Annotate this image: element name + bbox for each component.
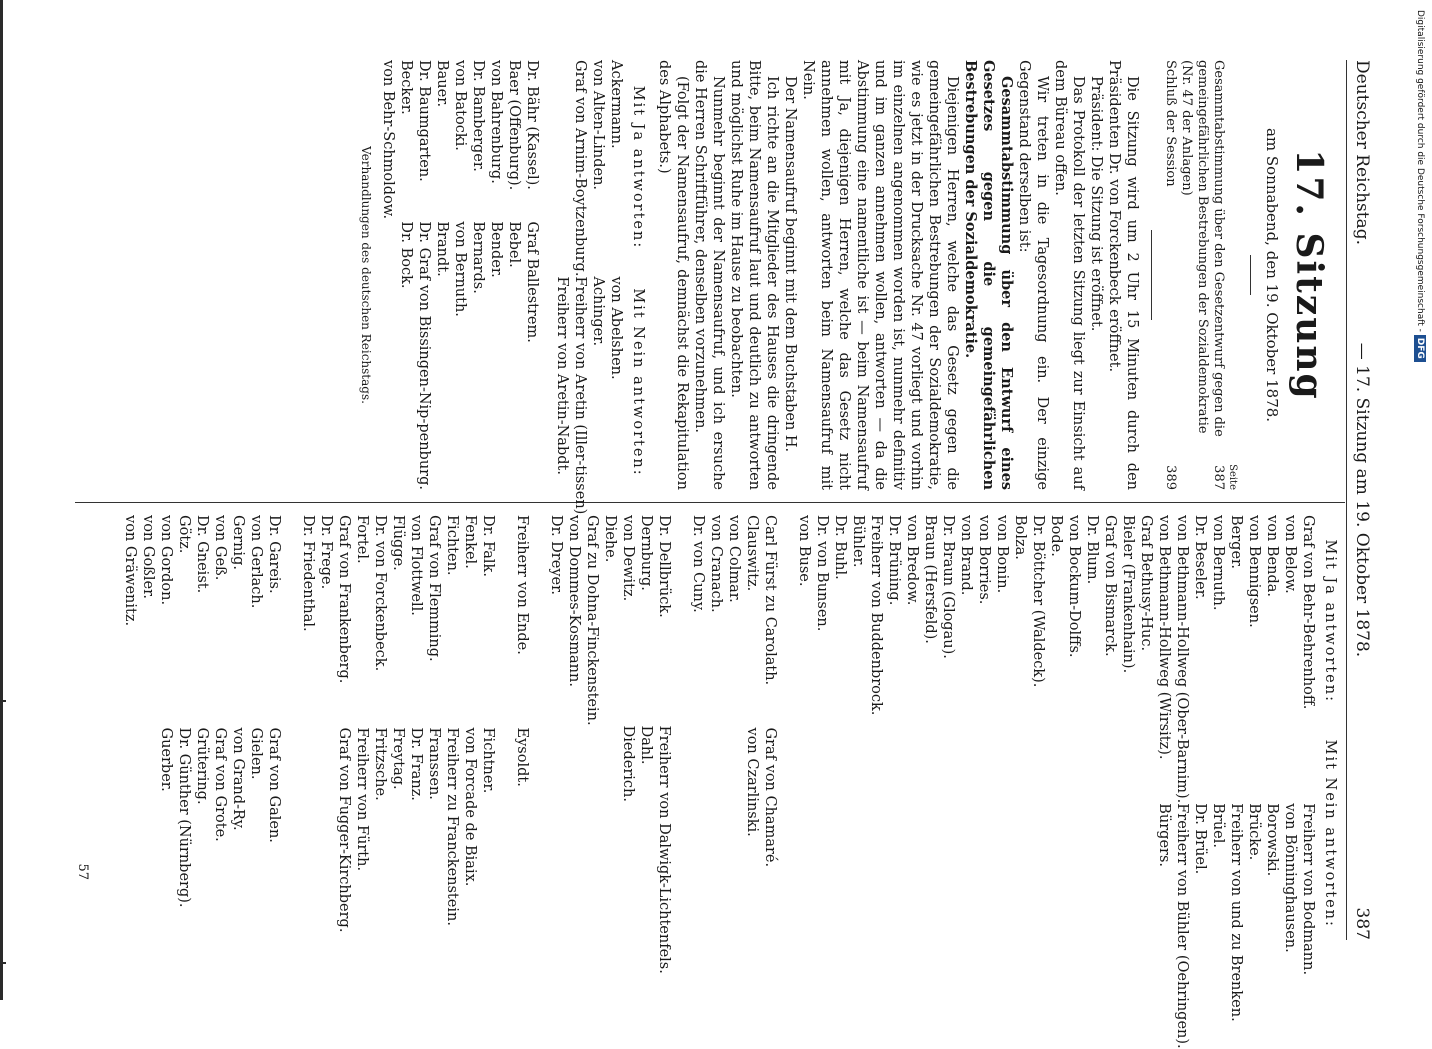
- nein-names: [379, 221, 541, 490]
- member-name: Franssen.: [426, 727, 442, 800]
- member-name: Dr. Böttcher (Waldeck).: [1030, 515, 1046, 688]
- member-name: Fenkel.: [462, 515, 478, 569]
- nein-names: [121, 728, 283, 941]
- member-name: Freiherr von Fürth.: [354, 727, 370, 872]
- member-name: von Brand.: [958, 515, 974, 596]
- ja-names: [299, 515, 497, 728]
- letter-group: [513, 515, 531, 940]
- member-name: Dr. Frege.: [318, 515, 334, 590]
- member-name: Bebel.: [506, 221, 522, 268]
- member-name: von Bonin.: [994, 515, 1010, 594]
- letter-group: [299, 515, 497, 940]
- member-name: Dr. Friedenthal.: [300, 515, 316, 632]
- session-title: 17. Sitzung: [1288, 149, 1330, 401]
- member-name: Gernig.: [230, 515, 246, 570]
- member-name: von Colmar.: [726, 515, 742, 603]
- column-divider: [75, 502, 1345, 503]
- member-name: Borowski.: [1264, 803, 1280, 877]
- rollcall-paragraph: Nunmehr beginnt der Namensaufruf, und ich ersuche die Herren Schriftführer, denselben vorzunehmen.: [692, 60, 726, 490]
- member-name: Dr. Dreyer.: [548, 515, 564, 596]
- member-name: Dr. Franz.: [408, 727, 424, 801]
- member-name: Dahl.: [638, 725, 654, 765]
- running-header: [1349, 60, 1375, 940]
- toc-seite-label: Seite: [1227, 464, 1238, 490]
- member-name: Guerber.: [158, 727, 174, 792]
- member-name: Fichtner.: [480, 727, 496, 794]
- scan-edge: [0, 0, 3, 1000]
- nein-names: [689, 728, 779, 941]
- ja-names: [689, 515, 779, 728]
- member-name: Freiherr zu Franckenstein.: [444, 727, 460, 926]
- member-name: von Flottwell.: [408, 515, 424, 616]
- member-name: Braun (Hersfeld).: [922, 515, 938, 644]
- nein-header: Mit Nein antworten:: [1322, 739, 1338, 928]
- toc-item-text: Gesammtabstimmung über den Gesetzentwurf gegen die gemeingefährlichen Bestrebungen der Sozialdemokratie (Nr. 47 der Anlagen): [1179, 60, 1226, 437]
- member-name: von Batocki.: [452, 60, 468, 151]
- vote-instruction: Diejenigen Herren, welche das Gesetz gegen die gemeingefährlichen Bestrebungen der Sozialdemokratie, wie es jetzt in der Drucksache Nr. 47 vorliegt und vorhin im einzelnen angenommen worden ist, nunmehr definitiv und im ganzen annehmen wollen, antworten — da die Abstimmung eine namentliche ist — beim Namensaufruf mit Ja, diejenigen Herren, welche das Gesetz nicht annehmen wollen, antworten beim Namensaufruf mit Nein.: [800, 60, 960, 490]
- watermark-text: [1408, 0, 1432, 1010]
- opening-paragraph: Die Sitzung wird um 2 Uhr 15 Minuten durch den Präsidenten Dr. von Forckenbeck eröffnet.: [1106, 60, 1140, 490]
- nein-header: Mit Nein antworten:: [630, 288, 646, 477]
- dfg-watermark: [1408, 0, 1432, 1000]
- member-name: von Below.: [1282, 515, 1298, 594]
- member-name: von Bernuth.: [1210, 515, 1226, 611]
- scan-tick: [0, 700, 6, 702]
- member-name: Dr. von Bunsen.: [814, 515, 830, 632]
- member-name: Dr. Bock.: [398, 221, 414, 289]
- member-name: Bieler (Frankenhain).: [1120, 515, 1136, 674]
- member-name: Becker.: [398, 60, 414, 115]
- member-name: Dr. Falk.: [480, 515, 496, 577]
- member-name: Dr. Brüning.: [886, 515, 902, 606]
- member-name: von Cranach.: [708, 515, 724, 613]
- member-name: Graf von Galen.: [266, 727, 282, 843]
- member-name: Clauswitz.: [744, 515, 760, 592]
- divider: [1250, 255, 1251, 295]
- member-name: Graf von Arnim-Boytzenburg.: [572, 60, 588, 277]
- column-left: [357, 60, 1339, 519]
- request-paragraph: Ich richte an die Mitglieder des Hauses die dringende Bitte, beim Namensaufruf laut und deutlich zu antworten und möglichst Ruhe im Hause zu beobachten.: [728, 60, 780, 490]
- member-name: Brandt.: [434, 221, 450, 277]
- member-name: von Forcade de Biaix.: [462, 727, 478, 887]
- agenda-item: Gesammtabstimmung über den Entwurf eines Gesetzes gegen die gemeingefährlichen Bestrebungen der Sozialdemokratie.: [962, 60, 1015, 490]
- ja-names: [547, 515, 673, 726]
- letter-group: [795, 515, 1317, 1049]
- member-name: Graf Bethusy-Huc.: [1138, 515, 1154, 652]
- member-name: Freiherr von Bühler (Oehringen).: [1174, 803, 1190, 1049]
- member-name: von Bernuth.: [452, 221, 468, 317]
- vote-list-b: [379, 60, 541, 490]
- table-of-contents: [1162, 60, 1226, 490]
- member-name: von Borries.: [976, 515, 992, 605]
- member-name: von Grand-Ry.: [230, 727, 246, 831]
- member-name: Flügge.: [390, 515, 406, 571]
- member-name: von Bönninghausen.: [1282, 803, 1298, 953]
- member-name: Dr. Gneist.: [194, 515, 210, 594]
- member-name: von Bahrenburg.: [488, 60, 504, 184]
- member-name: Dr. Dellbrück.: [656, 515, 672, 618]
- toc-item-page: 387: [1211, 465, 1226, 490]
- member-name: Brücke.: [1246, 803, 1262, 861]
- nein-names: [299, 728, 497, 941]
- ja-names: [795, 515, 1317, 803]
- member-name: von Dommes-Kosmann.: [566, 515, 582, 687]
- member-name: Gielen.: [248, 727, 264, 780]
- page-number: 387: [1352, 907, 1372, 940]
- agenda-paragraph: Wir treten in die Tagesordnung ein. Der einzige Gegenstand derselben ist:: [1016, 60, 1050, 490]
- member-name: Graf von Flemming.: [426, 515, 442, 662]
- member-name: von Abelshen.: [608, 276, 624, 380]
- member-name: Graf von Chamaré.: [762, 727, 778, 868]
- member-name: Dr. Graf von Bissingen-Nip-penburg.: [416, 221, 432, 490]
- member-name: von Gerlach.: [248, 515, 264, 609]
- member-name: Dr. Beseler.: [1192, 515, 1208, 600]
- watermark-label: Digitalisierung gefördert durch die Deutsche Forschungsgemeinschaft -: [1415, 10, 1425, 332]
- member-name: von Alten-Linden.: [590, 60, 606, 191]
- member-name: Grütering.: [194, 727, 210, 805]
- member-name: Dr. Baumgarten.: [416, 60, 432, 182]
- toc-item-page: 389: [1163, 465, 1178, 490]
- nein-names: [553, 276, 625, 518]
- vote-headers: [1321, 515, 1339, 940]
- dfg-logo: DFG: [1414, 335, 1426, 362]
- member-name: Graf von Frankenberg.: [336, 515, 352, 684]
- member-name: Diederich.: [620, 725, 636, 802]
- member-name: von Czarlinski.: [744, 727, 760, 837]
- member-name: von Dewitz.: [620, 515, 636, 602]
- member-name: Graf von Behr-Behrenhoff.: [1300, 515, 1316, 710]
- member-name: Freiherr von Aretin (Iller-tissen).: [572, 276, 588, 519]
- member-name: von Bethmann-Hollweg (Ober-Barnim).: [1174, 515, 1190, 804]
- nein-names: [547, 726, 673, 974]
- vote-list-a: [553, 60, 625, 519]
- member-name: Dr. Brüel.: [1192, 803, 1208, 875]
- session-date: am Sonnabend, den 19. Oktober 1878.: [1263, 127, 1281, 423]
- letter-group: [689, 515, 779, 940]
- rotated-page: [65, 60, 1375, 1049]
- scan-tick: [0, 962, 6, 964]
- member-name: Ackermann.: [608, 60, 624, 149]
- member-name: Carl Fürst zu Carolath.: [762, 515, 778, 686]
- vote-headers: [629, 60, 647, 490]
- ja-names: [379, 60, 541, 221]
- ja-names: [121, 515, 283, 728]
- member-name: Dr. Bamberger.: [470, 60, 486, 172]
- toc-item: [1178, 60, 1226, 490]
- toc-item-text: Schluß der Session: [1163, 60, 1178, 187]
- member-name: Dr. Günther (Nürnberg).: [176, 727, 192, 908]
- nein-names: [795, 803, 1317, 1048]
- member-name: Freiherr von Aretin-Nabdt.: [554, 276, 570, 475]
- member-name: Dr. Buhl.: [832, 515, 848, 580]
- member-name: Fritzsche.: [372, 727, 388, 801]
- divider: [1151, 230, 1152, 320]
- rollcall-start: Der Namensaufruf beginnt mit dem Buchstaben H.: [782, 76, 798, 453]
- member-name: Freiherr von Dalwigk-Lichtenfels.: [656, 725, 672, 974]
- member-name: Dr. Blum.: [1084, 515, 1100, 585]
- member-name: Graf von Bismarck.: [1102, 515, 1118, 657]
- member-name: Graf von Fugger-Kirchberg.: [336, 727, 352, 933]
- header-left: Deutscher Reichstag.: [1352, 60, 1372, 245]
- member-name: von Gräwenitz.: [122, 515, 138, 627]
- member-name: Bolza.: [1012, 515, 1028, 560]
- toc-item: [1162, 60, 1178, 490]
- member-name: von Goßler.: [140, 515, 156, 600]
- letter-group: [547, 515, 673, 974]
- member-name: Bode.: [1048, 515, 1064, 557]
- member-name: Baer (Offenburg).: [506, 60, 522, 191]
- protocol-paragraph: Das Protokoll der letzten Sitzung liegt zur Einsicht auf dem Büreau offen.: [1052, 60, 1086, 490]
- member-name: von Bockum-Dolffs.: [1066, 515, 1082, 658]
- sheet-number: 57: [75, 863, 90, 880]
- member-name: von Benda.: [1264, 515, 1280, 597]
- member-name: von Bethmann-Hollweg (Wirsitz).: [1156, 515, 1172, 760]
- member-name: Fichten.: [444, 515, 460, 576]
- member-name: Freiherr von und zu Brenken.: [1228, 803, 1244, 1022]
- recapitulation-note: (Folgt der Namensaufruf, demnächst die Rekapitulation des Alphabets.): [656, 60, 690, 490]
- member-name: Fortel.: [354, 515, 370, 564]
- continuation-note: Verhandlungen des deutschen Reichstags.: [359, 146, 373, 404]
- member-name: Diehe.: [602, 515, 618, 563]
- vote-groups: [121, 515, 1317, 1049]
- member-name: Eysoldt.: [514, 727, 530, 787]
- member-name: Berger.: [1228, 515, 1244, 569]
- member-name: Freytag.: [390, 727, 406, 790]
- member-name: von Gordon.: [158, 515, 174, 606]
- header-rule: [1346, 60, 1347, 940]
- header-center: — 17. Sitzung am 19. Oktober 1878.: [1352, 342, 1372, 658]
- member-name: Dr. Bähr (Kassel).: [524, 60, 540, 190]
- member-name: Bühler.: [850, 515, 866, 568]
- member-name: Bürgers.: [1156, 803, 1172, 868]
- ja-names: [513, 515, 531, 728]
- member-name: Freiherr von Bodmann.: [1300, 803, 1316, 976]
- member-name: von Geß.: [212, 515, 228, 581]
- member-name: Dr. Gareis.: [266, 515, 282, 594]
- ja-header: Mit Ja antworten:: [1322, 539, 1338, 703]
- member-name: Achinger.: [590, 276, 606, 347]
- member-name: Dernburg.: [638, 515, 654, 591]
- member-name: Götz.: [176, 515, 192, 554]
- member-name: Dr. von Cuny.: [690, 515, 706, 613]
- member-name: von Behr-Schmoldow.: [380, 60, 396, 220]
- member-name: Graf zu Dohna-Finckenstein.: [584, 515, 600, 726]
- nein-names: [513, 728, 531, 941]
- ja-header: Mit Ja antworten:: [630, 85, 646, 250]
- column-right: [121, 515, 1339, 1049]
- ja-names: [553, 60, 625, 276]
- member-name: Freiherr von Ende.: [514, 515, 530, 655]
- member-name: Freiherr von Buddenbrock.: [868, 515, 884, 716]
- member-name: Bernards.: [470, 221, 486, 294]
- member-name: Bauer.: [434, 60, 450, 108]
- member-name: Graf von Grote.: [212, 727, 228, 842]
- letter-group: [121, 515, 283, 940]
- member-name: Graf Ballestrem.: [524, 221, 540, 343]
- member-name: von Bredow.: [904, 515, 920, 606]
- member-name: Dr. Braun (Glogau).: [940, 515, 956, 659]
- member-name: von Bennigsen.: [1246, 515, 1262, 628]
- member-name: Dr. von Forckenbeck.: [372, 515, 388, 672]
- member-name: Bender.: [488, 221, 504, 278]
- member-name: von Buse.: [796, 515, 812, 587]
- member-name: Brüel.: [1210, 803, 1226, 849]
- president-statement: Präsident: Die Sitzung ist eröffnet.: [1088, 76, 1104, 332]
